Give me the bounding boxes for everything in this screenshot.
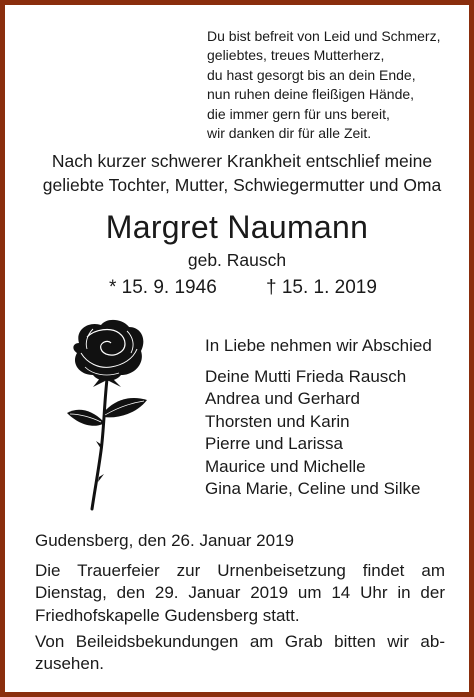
list-item: Maurice und Michelle [205,456,366,476]
funeral-service-text [35,560,445,627]
service-line: Dienstag, den 29. Januar 2019 um 14 Uhr in der [35,583,445,603]
poem-line: die immer gern für uns bereit, [207,105,390,122]
list-item: Pierre und Larissa [205,434,343,454]
deceased-name: Margret Naumann [105,209,369,245]
poem-line: wir danken dir für alle Zeit. [207,125,372,142]
poem-line: du hast gesorgt bis an dein Ende, [207,66,416,83]
service-line: Friedhofskapelle Gudensberg statt. [35,605,300,625]
rose-icon [57,317,157,517]
condolence-note [35,631,445,676]
intro-line: geliebte Tochter, Mutter, Schwiegermutter und Oma [42,175,442,195]
list-item: Gina Marie, Celine und Silke [205,479,421,499]
maiden-name: geb. Rausch [187,250,287,270]
intro-line: Nach kurzer schwerer Krankheit entschlief meine [51,151,433,171]
birth-date: * 15. 9. 1946 [109,277,217,298]
list-item: Thorsten und Karin [205,411,350,431]
poem-line: geliebtes, treues Mutterherz, [207,47,385,64]
poem [207,27,467,143]
mourner-list [205,366,420,500]
farewell-heading: In Liebe nehmen wir Abschied [205,336,432,355]
list-item: Andrea und Gerhard [205,389,360,409]
condolence-line: zusehen. [35,654,104,674]
place-date: Gudensberg, den 26. Januar 2019 [35,531,294,550]
list-item: Deine Mutti Frieda Rausch [205,367,407,386]
poem-line: Du bist befreit von Leid und Schmerz, [207,28,441,44]
service-line: Die Trauerfeier zur Urnenbeisetzung findet am [35,561,445,580]
poem-line: nun ruhen deine fleißigen Hände, [207,86,415,103]
death-date: † 15. 1. 2019 [266,277,377,298]
condolence-line: Von Beileidsbekundungen am Grab bitten wir ab- [35,632,445,651]
